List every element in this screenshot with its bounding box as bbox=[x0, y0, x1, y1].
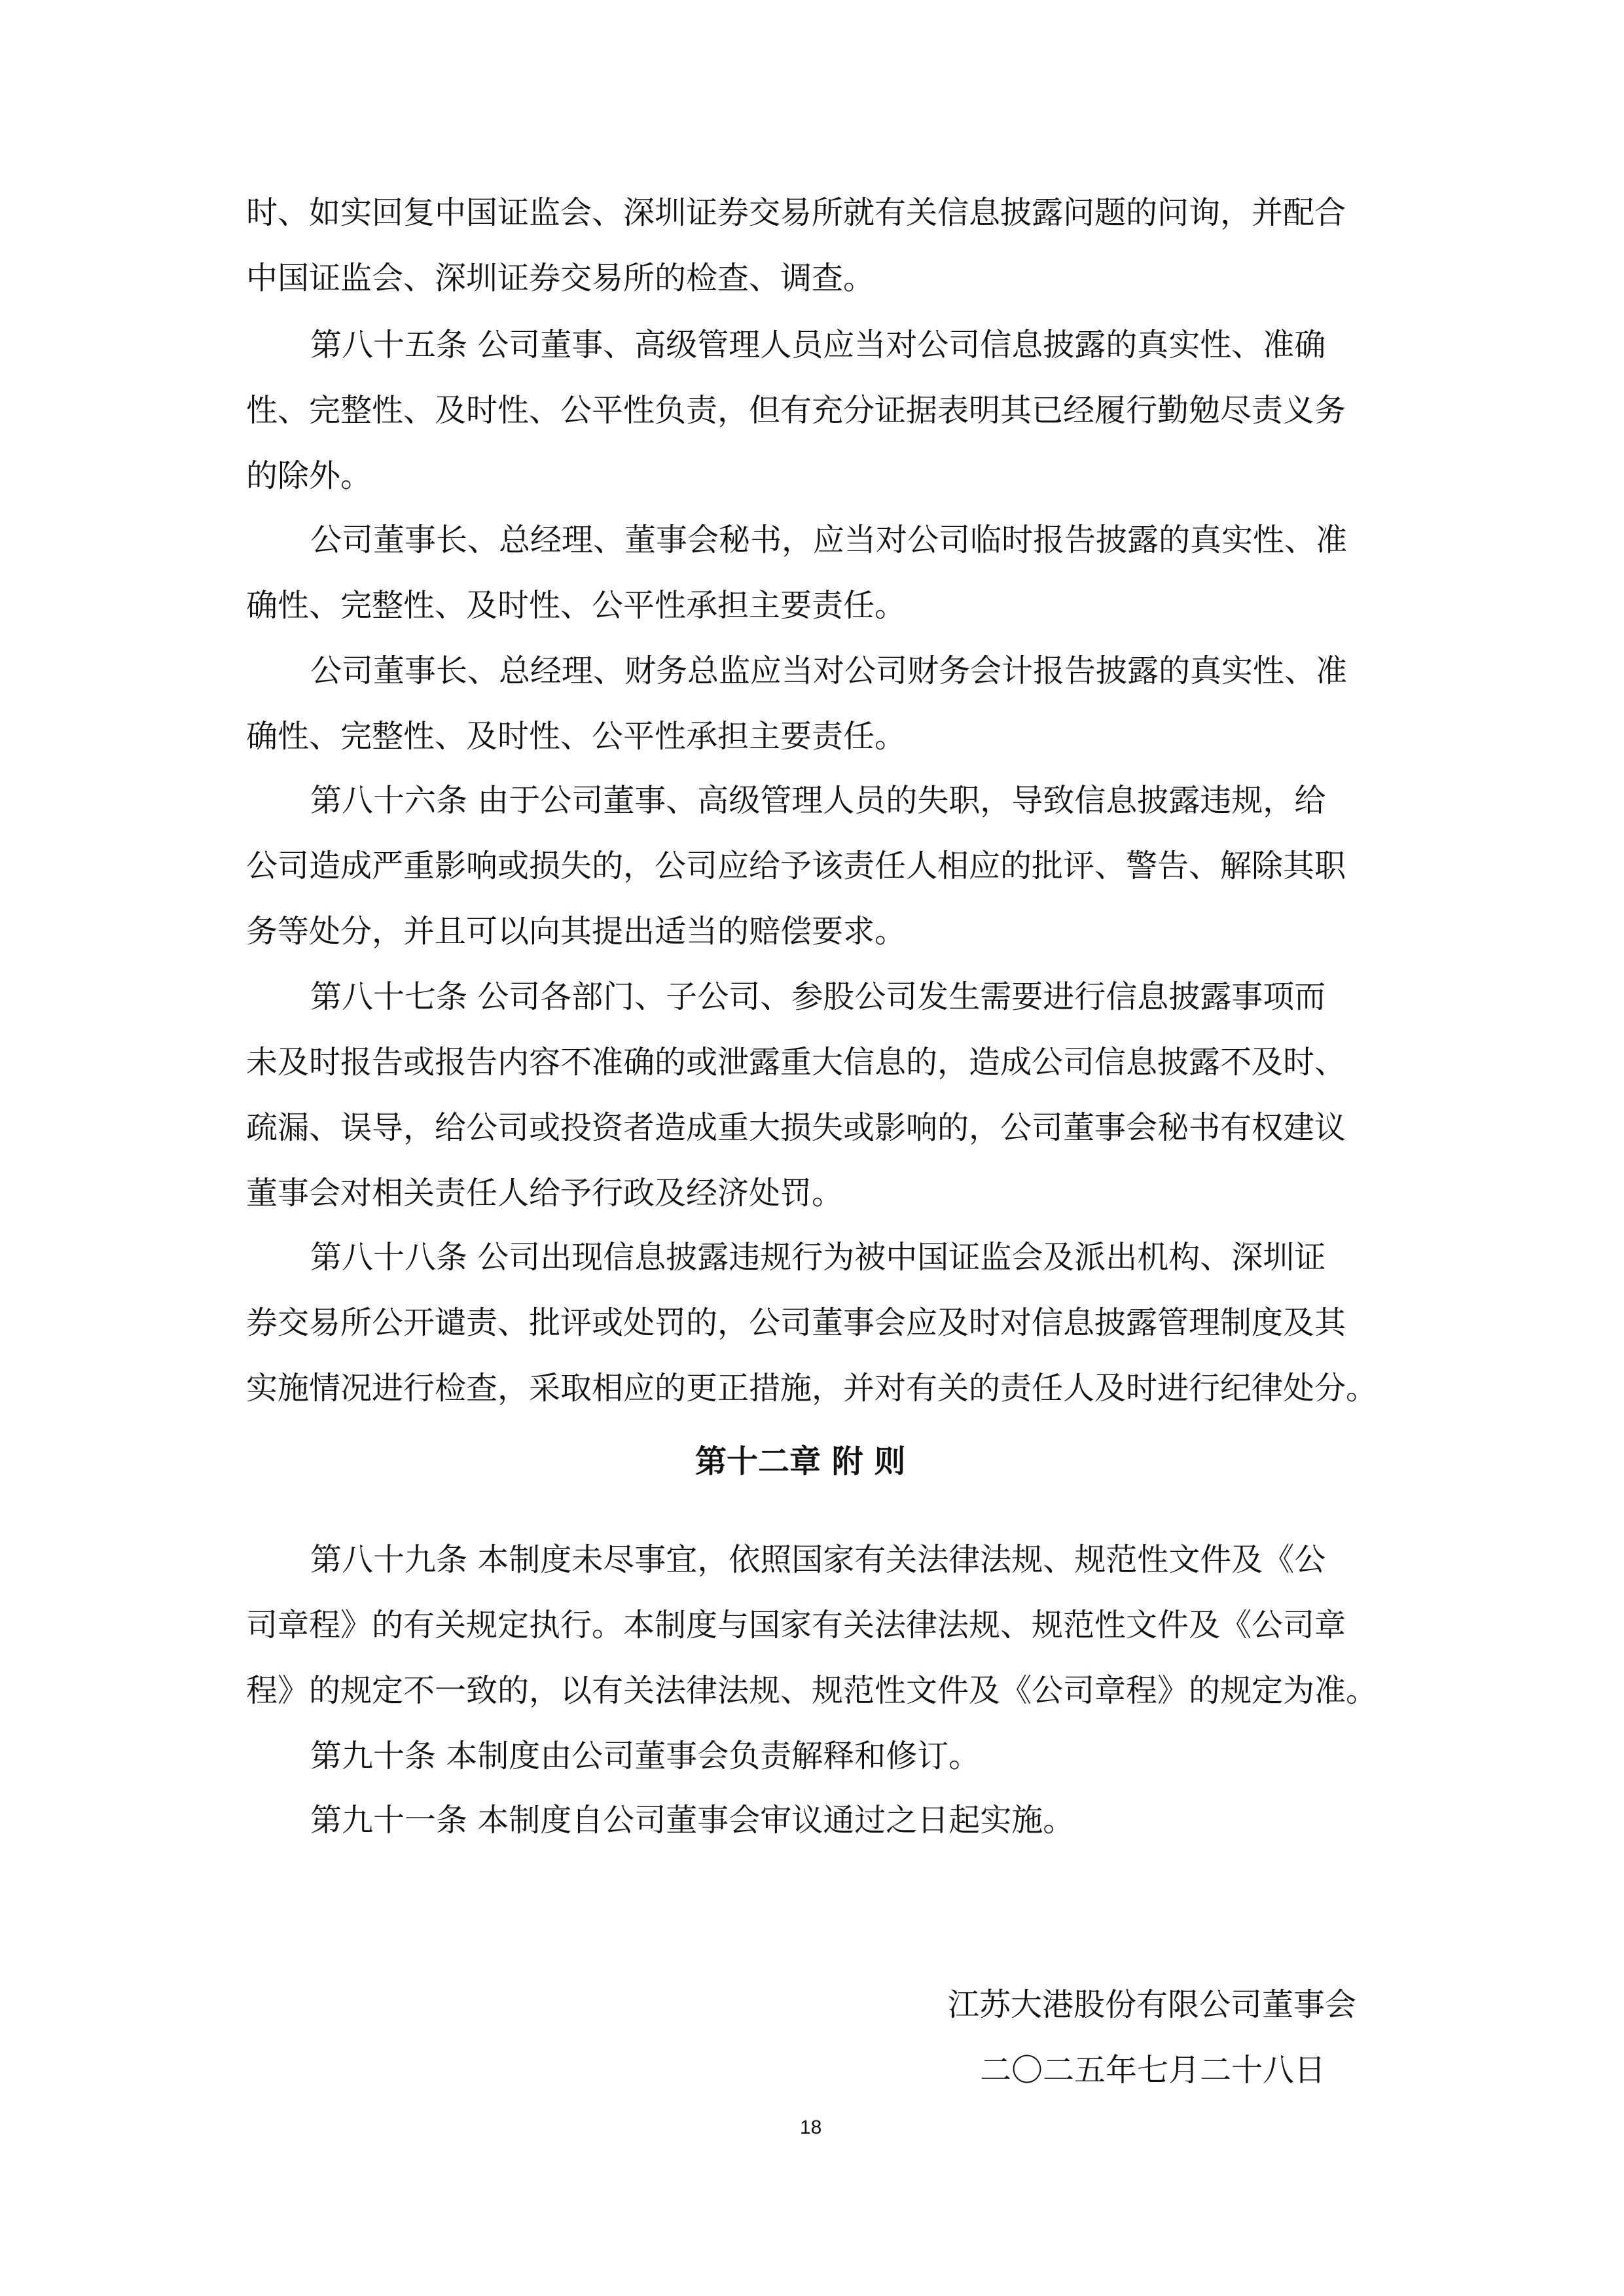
body-text-line: 第八十五条 公司董事、高级管理人员应当对公司信息披露的真实性、准确 bbox=[310, 327, 1326, 363]
body-text-line: 的除外。 bbox=[246, 457, 372, 494]
body-text-line: 务等处分，并且可以向其提出适当的赔偿要求。 bbox=[246, 913, 907, 950]
body-text-line: 券交易所公开谴责、批评或处罚的，公司董事会应及时对信息披露管理制度及其 bbox=[246, 1304, 1346, 1341]
body-text-line: 疏漏、误导，给公司或投资者造成重大损失或影响的，公司董事会秘书有权建议 bbox=[246, 1109, 1346, 1146]
chapter-heading: 第十二章 附 则 bbox=[695, 1443, 906, 1480]
appendix-text-line: 第八十九条 本制度未尽事宜，依照国家有关法律法规、规范性文件及《公 bbox=[310, 1541, 1326, 1578]
body-text-line: 性、完整性、及时性、公平性负责，但有充分证据表明其已经履行勤勉尽责义务 bbox=[246, 392, 1346, 429]
signature-date: 二〇二五年七月二十八日 bbox=[980, 2052, 1326, 2089]
appendix-text-line: 程》的规定不一致的，以有关法律法规、规范性文件及《公司章程》的规定为准。 bbox=[246, 1672, 1378, 1709]
appendix-text-line: 司章程》的有关规定执行。本制度与国家有关法律法规、规范性文件及《公司章 bbox=[246, 1607, 1346, 1643]
body-text-line: 公司董事长、总经理、董事会秘书，应当对公司临时报告披露的真实性、准 bbox=[310, 522, 1348, 558]
body-text-line: 中国证监会、深圳证券交易所的检查、调查。 bbox=[246, 260, 875, 296]
body-text-line: 第八十六条 由于公司董事、高级管理人员的失职，导致信息披露违规，给 bbox=[310, 782, 1326, 819]
body-text-line: 董事会对相关责任人给予行政及经济处罚。 bbox=[246, 1175, 844, 1211]
body-text-line: 第八十七条 公司各部门、子公司、参股公司发生需要进行信息披露事项而 bbox=[310, 978, 1326, 1015]
body-text-line: 时、如实回复中国证监会、深圳证券交易所就有关信息披露问题的问询，并配合 bbox=[246, 194, 1346, 231]
page-number: 18 bbox=[800, 2117, 822, 2138]
body-text-line: 公司造成严重影响或损失的，公司应给予该责任人相应的批评、警告、解除其职 bbox=[246, 848, 1346, 884]
body-text-line: 确性、完整性、及时性、公平性承担主要责任。 bbox=[246, 587, 907, 624]
appendix-text-line: 第九十一条 本制度自公司董事会审议通过之日起实施。 bbox=[310, 1802, 1075, 1839]
appendix-text-line: 第九十条 本制度由公司董事会负责解释和修订。 bbox=[310, 1738, 981, 1774]
body-text-line: 未及时报告或报告内容不准确的或泄露重大信息的，造成公司信息披露不及时、 bbox=[246, 1044, 1346, 1081]
body-text-line: 第八十八条 公司出现信息披露违规行为被中国证监会及派出机构、深圳证 bbox=[310, 1239, 1326, 1276]
body-text-line: 公司董事长、总经理、财务总监应当对公司财务会计报告披露的真实性、准 bbox=[310, 653, 1348, 689]
body-text-line: 确性、完整性、及时性、公平性承担主要责任。 bbox=[246, 718, 907, 755]
signature-organization: 江苏大港股份有限公司董事会 bbox=[948, 1986, 1357, 2023]
body-text-line: 实施情况进行检查，采取相应的更正措施，并对有关的责任人及时进行纪律处分。 bbox=[246, 1370, 1378, 1407]
